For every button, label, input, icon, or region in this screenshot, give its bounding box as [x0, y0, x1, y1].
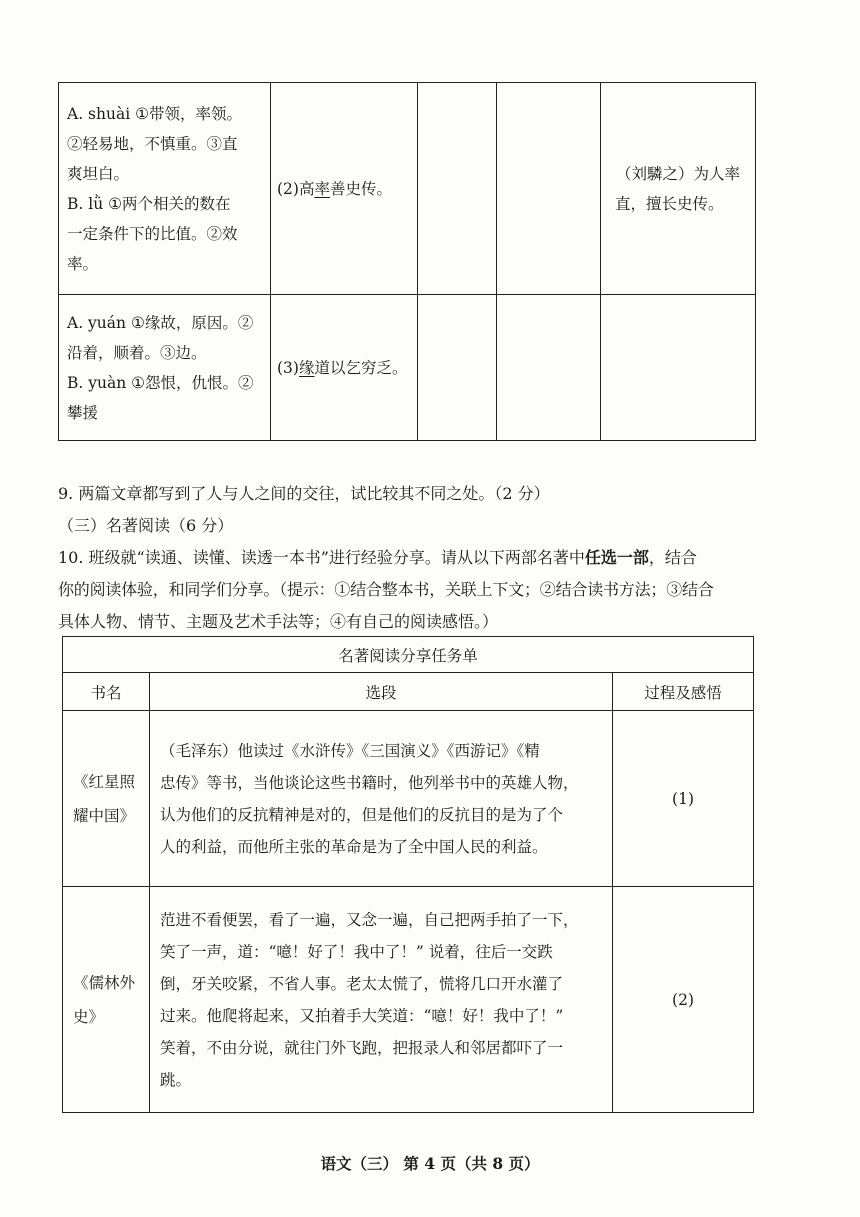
translation-line: 直，擅长史传。	[615, 194, 724, 213]
definition-line: 攀援	[67, 403, 99, 422]
book-title-line: 《红星照	[73, 772, 136, 791]
excerpt-line: 认为他们的反抗精神是对的，但是他们的反抗目的是为了个	[160, 805, 564, 824]
section-heading: （三）名著阅读（6 分）	[58, 516, 234, 535]
column-header-reflection: 过程及感悟	[613, 673, 754, 711]
blank-cell	[418, 295, 497, 441]
excerpt-line: 笑了一声，道：“噫！好了！我中了！” 说着，往后一交跌	[160, 942, 553, 961]
key-character: 率	[314, 179, 330, 198]
translation-cell	[601, 83, 756, 295]
definition-cell	[59, 83, 271, 295]
definition-line: B. yuàn ①怨恨，仇恨。②	[67, 373, 254, 392]
vocabulary-table	[58, 82, 756, 441]
definition-line: 一定条件下的比值。②效	[67, 224, 238, 243]
sentence-cell	[271, 295, 418, 441]
excerpt-line: （毛泽东）他读过《水浒传》《三国演义》《西游记》《精	[160, 741, 540, 760]
excerpt-line: 跳。	[160, 1070, 192, 1089]
definition-line: A. shuài ①带领，率领。	[67, 104, 242, 123]
definition-line: 沿着，顺着。③边。	[67, 343, 207, 362]
blank-cell	[418, 83, 497, 295]
book-title-line: 史》	[73, 1007, 105, 1026]
book-title-cell	[63, 887, 150, 1113]
blank-cell	[497, 83, 601, 295]
table-row	[59, 83, 756, 295]
column-header-book: 书名	[63, 673, 150, 711]
sentence-suffix: 道以乞穷乏。	[314, 358, 408, 377]
column-header-excerpt: 选段	[150, 673, 613, 711]
book-title-line: 耀中国》	[73, 806, 136, 825]
excerpt-line: 笑着，不由分说，就往门外飞跑，把报录人和邻居都吓了一	[160, 1038, 564, 1057]
question-10	[58, 542, 758, 638]
definition-line: ②轻易地，不慎重。③直	[67, 134, 238, 153]
definition-line: 爽坦白。	[67, 164, 130, 183]
blank-cell	[497, 295, 601, 441]
sentence-suffix: 善史传。	[329, 179, 392, 198]
table-row	[63, 711, 754, 887]
table-header-row	[63, 673, 754, 711]
excerpt-line: 忠传》等书，当他谈论这些书籍时，他列举书中的英雄人物，	[160, 773, 579, 792]
question-10-emphasis: 任选一部	[584, 548, 649, 567]
page-footer: 语文（三） 第 4 页（共 8 页）	[320, 1154, 540, 1173]
key-character: 缘	[298, 358, 315, 377]
definition-line: A. yuán ①缘故，原因。②	[67, 313, 254, 332]
blank-cell	[601, 295, 756, 441]
book-title-cell	[63, 711, 150, 887]
definition-cell	[59, 295, 271, 441]
definition-line: B. lǜ ①两个相关的数在	[67, 194, 231, 213]
book-title-line: 《儒林外	[73, 973, 136, 992]
sentence-cell	[271, 83, 418, 295]
excerpt-line: 倒，牙关咬紧，不省人事。老太太慌了，慌将几口开水灌了	[160, 974, 564, 993]
table-row	[59, 295, 756, 441]
question-10-line: 你的阅读体验，和同学们分享。（提示：①结合整本书，关联上下文；②结合读书方法；③结合	[58, 580, 714, 599]
answer-blank-2[interactable]: (2)	[613, 887, 754, 1113]
question-10-line: 具体人物、情节、主题及艺术手法等；④有自己的阅读感悟。）	[58, 612, 499, 631]
reading-task-table	[62, 636, 754, 1113]
question-10-text: 10. 班级就“读通、读懂、读透一本书”进行经验分享。请从以下两部名著中	[58, 548, 585, 567]
question-9: 9. 两篇文章都写到了人与人之间的交往，试比较其不同之处。（2 分）	[58, 484, 550, 503]
translation-line: （刘驎之）为人率	[615, 164, 740, 183]
definition-line: 率。	[67, 254, 99, 273]
table-row	[63, 887, 754, 1113]
table-title: 名著阅读分享任务单	[63, 637, 754, 673]
question-10-text: ，结合	[648, 548, 697, 567]
excerpt-line: 范进不看便罢，看了一遍，又念一遍，自己把两手拍了一下，	[160, 910, 579, 929]
excerpt-line: 人的利益，而他所主张的革命是为了全中国人民的利益。	[160, 837, 548, 856]
excerpt-cell	[150, 887, 613, 1113]
excerpt-cell	[150, 711, 613, 887]
answer-blank-1[interactable]: (1)	[613, 711, 754, 887]
sentence-prefix: (3)	[277, 358, 299, 377]
excerpt-line: 过来。他爬将起来，又拍着手大笑道：“噫！好！我中了！”	[160, 1006, 564, 1025]
sentence-prefix: (2)高	[277, 179, 315, 198]
